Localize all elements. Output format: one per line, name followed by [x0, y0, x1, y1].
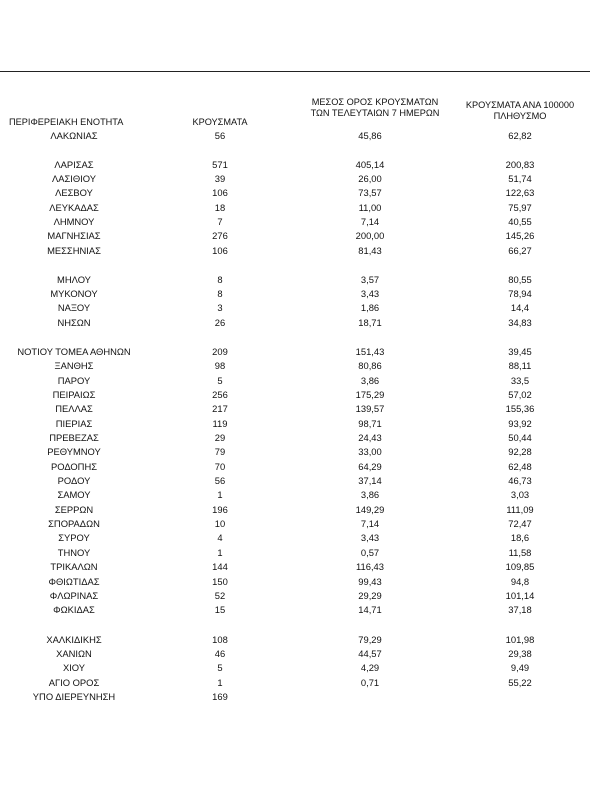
table-row: [0, 460, 600, 474]
header-per-100k-line1: ΚΡΟΥΣΜΑΤΑ ΑΝΑ 100000: [465, 100, 575, 110]
region-cell: ΣΑΜΟΥ: [57, 489, 91, 500]
table-row: [0, 488, 600, 502]
average-cell: 26,00: [358, 173, 382, 184]
average-cell: 4,29: [360, 662, 380, 673]
cases-cell: 276: [212, 230, 228, 241]
per-100k-cell: 92,28: [508, 446, 532, 457]
region-cell: ΣΥΡΟΥ: [58, 532, 90, 543]
region-cell: ΜΕΣΣΗΝΙΑΣ: [47, 245, 101, 256]
cases-cell: 79: [214, 446, 226, 457]
average-cell: 151,43: [355, 346, 385, 357]
region-cell: ΠΕΙΡΑΙΩΣ: [52, 389, 96, 400]
region-cell: ΜΥΚΟΝΟΥ: [50, 288, 98, 299]
table-row: [0, 374, 600, 388]
cases-cell: 5: [217, 375, 223, 386]
table-row: [0, 589, 600, 603]
cases-cell: 10: [214, 518, 226, 529]
average-cell: 3,43: [360, 288, 380, 299]
cases-cell: 70: [214, 461, 226, 472]
per-100k-cell: 101,14: [505, 590, 535, 601]
per-100k-cell: 93,92: [508, 418, 532, 429]
per-100k-cell: 3,03: [510, 489, 530, 500]
region-cell: ΧΙΟΥ: [62, 662, 86, 673]
cases-cell: 119: [212, 418, 228, 429]
region-cell: ΠΑΡΟΥ: [57, 375, 91, 386]
per-100k-cell: 75,97: [508, 202, 532, 213]
cases-cell: 144: [212, 561, 228, 572]
region-cell: ΜΗΛΟΥ: [57, 274, 91, 285]
per-100k-cell: 94,8: [510, 576, 530, 587]
cases-cell: 1: [217, 489, 223, 500]
table-row: [0, 690, 600, 704]
average-cell: 79,29: [358, 634, 382, 645]
per-100k-cell: 62,48: [508, 461, 532, 472]
cases-cell: 46: [214, 648, 226, 659]
per-100k-cell: 55,22: [508, 677, 532, 688]
table-row: [0, 661, 600, 675]
cases-cell: 1: [217, 547, 223, 558]
header-per-100k-line2: ΠΛΗΘΥΣΜΟ: [493, 111, 547, 121]
table-row: [0, 158, 600, 172]
per-100k-cell: 111,09: [506, 504, 534, 515]
region-cell: ΞΑΝΘΗΣ: [54, 360, 94, 371]
cases-cell: 56: [214, 130, 226, 141]
table-row: [0, 186, 600, 200]
region-cell: ΦΛΩΡΙΝΑΣ: [49, 590, 99, 601]
average-cell: 175,29: [355, 389, 385, 400]
region-cell: ΤΡΙΚΑΛΩΝ: [50, 561, 98, 572]
per-100k-cell: 200,83: [505, 159, 535, 170]
region-cell: ΝΟΤΙΟΥ ΤΟΜΕΑ ΑΘΗΝΩΝ: [17, 346, 131, 357]
average-cell: 149,29: [355, 504, 385, 515]
cases-cell: 169: [212, 691, 228, 702]
cases-cell: 256: [212, 389, 228, 400]
table-row: [0, 517, 600, 531]
region-cell: ΝΑΞΟΥ: [57, 302, 91, 313]
region-cell: ΜΑΓΝΗΣΙΑΣ: [47, 230, 101, 241]
average-cell: 116,43: [356, 561, 384, 572]
average-cell: 139,57: [355, 403, 385, 414]
region-cell: ΡΟΔΟΥ: [57, 475, 91, 486]
average-cell: 0,71: [360, 677, 380, 688]
region-cell: ΡΕΘΥΜΝΟΥ: [47, 446, 101, 457]
cases-cell: 108: [212, 634, 228, 645]
region-cell: ΛΑΡΙΣΑΣ: [54, 159, 94, 170]
average-cell: 11,00: [358, 202, 382, 213]
average-cell: 64,29: [358, 461, 382, 472]
region-cell: ΠΕΛΛΑΣ: [55, 403, 93, 414]
per-100k-cell: 78,94: [508, 288, 532, 299]
average-cell: 18,71: [358, 317, 382, 328]
average-cell: 99,43: [358, 576, 382, 587]
table-row: [0, 301, 600, 315]
region-cell: ΧΑΝΙΩΝ: [56, 648, 92, 659]
table-row: [0, 647, 600, 661]
cases-cell: 1: [217, 677, 223, 688]
cases-cell: 56: [214, 475, 226, 486]
per-100k-cell: 88,11: [508, 360, 532, 371]
cases-cell: 39: [214, 173, 226, 184]
average-cell: 3,86: [360, 489, 380, 500]
table-row: [0, 603, 600, 617]
average-cell: 29,29: [358, 590, 382, 601]
table-row: [0, 575, 600, 589]
region-cell: ΣΕΡΡΩΝ: [54, 504, 94, 515]
cases-cell: 7: [217, 216, 223, 227]
per-100k-cell: 46,73: [508, 475, 532, 486]
table-row: [0, 633, 600, 647]
average-cell: 405,14: [355, 159, 385, 170]
cases-cell: 8: [217, 288, 223, 299]
per-100k-cell: 34,83: [508, 317, 532, 328]
region-cell: ΠΡΕΒΕΖΑΣ: [49, 432, 99, 443]
region-cell: ΡΟΔΟΠΗΣ: [50, 461, 98, 472]
cases-cell: 209: [212, 346, 228, 357]
table-row: [0, 201, 600, 215]
average-cell: 200,00: [355, 230, 385, 241]
table-row: [0, 287, 600, 301]
per-100k-cell: 37,18: [508, 604, 532, 615]
cases-cell: 150: [212, 576, 228, 587]
per-100k-cell: 51,74: [508, 173, 532, 184]
per-100k-cell: 109,85: [505, 561, 535, 572]
region-cell: ΦΩΚΙΔΑΣ: [53, 604, 95, 615]
per-100k-cell: 66,27: [508, 245, 532, 256]
average-cell: 98,71: [358, 418, 382, 429]
table-row: [0, 531, 600, 545]
region-cell: ΛΗΜΝΟΥ: [53, 216, 95, 227]
region-cell: ΣΠΟΡΑΔΩΝ: [48, 518, 100, 529]
per-100k-cell: 80,55: [508, 274, 532, 285]
per-100k-cell: 39,45: [508, 346, 532, 357]
per-100k-cell: 72,47: [508, 518, 532, 529]
table-row: [0, 129, 600, 143]
cases-cell: 106: [212, 245, 228, 256]
region-cell: ΛΕΣΒΟΥ: [55, 187, 93, 198]
region-cell: ΑΓΙΟ ΟΡΟΣ: [48, 677, 100, 688]
table-row: [0, 503, 600, 517]
region-cell: ΤΗΝΟΥ: [57, 547, 91, 558]
table-row: [0, 172, 600, 186]
table-row: [0, 345, 600, 359]
region-cell: ΥΠΟ ΔΙΕΡΕΥΝΗΣΗ: [32, 691, 116, 702]
region-cell: ΛΑΣΙΘΙΟΥ: [51, 173, 97, 184]
average-cell: 3,86: [360, 375, 380, 386]
average-cell: 44,57: [358, 648, 382, 659]
cases-cell: 571: [212, 159, 228, 170]
region-cell: ΧΑΛΚΙΔΙΚΗΣ: [46, 634, 102, 645]
table-row: [0, 316, 600, 330]
cases-cell: 4: [217, 532, 223, 543]
cases-cell: 8: [217, 274, 223, 285]
header-cases-label: ΚΡΟΥΣΜΑΤΑ: [192, 117, 248, 127]
header-region-label: ΠΕΡΙΦΕΡΕΙΑΚΗ ΕΝΟΤΗΤΑ: [9, 117, 124, 127]
cases-cell: 15: [214, 604, 226, 615]
average-cell: 0,57: [360, 547, 380, 558]
table-row: [0, 676, 600, 690]
cases-cell: 196: [212, 504, 228, 515]
table-row: [0, 402, 600, 416]
header-average-line1: ΜΕΣΟΣ ΟΡΟΣ ΚΡΟΥΣΜΑΤΩΝ: [311, 97, 439, 107]
average-cell: 81,43: [358, 245, 382, 256]
cases-cell: 217: [212, 403, 228, 414]
table-row: [0, 417, 600, 431]
per-100k-cell: 50,44: [508, 432, 532, 443]
average-cell: 7,14: [360, 216, 380, 227]
region-cell: ΝΗΣΩΝ: [57, 317, 91, 328]
region-cell: ΠΙΕΡΙΑΣ: [55, 418, 93, 429]
average-cell: 45,86: [358, 130, 382, 141]
cases-cell: 26: [214, 317, 226, 328]
per-100k-cell: 57,02: [508, 389, 532, 400]
table-row: [0, 244, 600, 258]
per-100k-cell: 33,5: [510, 375, 530, 386]
table-row: [0, 445, 600, 459]
per-100k-cell: 9,49: [510, 662, 530, 673]
average-cell: 37,14: [358, 475, 382, 486]
header-average-line2: ΤΩΝ ΤΕΛΕΥΤΑΙΩΝ 7 ΗΜΕΡΩΝ: [310, 108, 440, 118]
average-cell: 14,71: [358, 604, 382, 615]
per-100k-cell: 62,82: [508, 130, 532, 141]
per-100k-cell: 122,63: [505, 187, 535, 198]
cases-cell: 52: [214, 590, 226, 601]
table-row: [0, 474, 600, 488]
cases-cell: 29: [214, 432, 226, 443]
table-row: [0, 431, 600, 445]
cases-cell: 5: [217, 662, 223, 673]
table-row: [0, 229, 600, 243]
table-row: [0, 273, 600, 287]
average-cell: 24,43: [358, 432, 382, 443]
average-cell: 1,86: [360, 302, 380, 313]
average-cell: 73,57: [358, 187, 382, 198]
cases-cell: 106: [212, 187, 228, 198]
per-100k-cell: 11,58: [508, 547, 532, 558]
average-cell: 3,57: [360, 274, 380, 285]
per-100k-cell: 40,55: [508, 216, 532, 227]
per-100k-cell: 145,26: [505, 230, 535, 241]
table-row: [0, 359, 600, 373]
table-row: [0, 546, 600, 560]
region-cell: ΛΕΥΚΑΔΑΣ: [49, 202, 99, 213]
per-100k-cell: 101,98: [505, 634, 535, 645]
region-cell: ΦΘΙΩΤΙΔΑΣ: [48, 576, 100, 587]
per-100k-cell: 18,6: [510, 532, 530, 543]
cases-cell: 18: [214, 202, 226, 213]
table-row: [0, 215, 600, 229]
per-100k-cell: 29,38: [508, 648, 532, 659]
average-cell: 33,00: [358, 446, 382, 457]
average-cell: 80,86: [358, 360, 382, 371]
average-cell: 3,43: [360, 532, 380, 543]
cases-cell: 98: [214, 360, 226, 371]
table-row: [0, 560, 600, 574]
region-cell: ΛΑΚΩΝΙΑΣ: [50, 130, 98, 141]
table-row: [0, 388, 600, 402]
average-cell: 7,14: [360, 518, 380, 529]
cases-cell: 3: [217, 302, 223, 313]
per-100k-cell: 14,4: [510, 302, 530, 313]
per-100k-cell: 155,36: [505, 403, 535, 414]
